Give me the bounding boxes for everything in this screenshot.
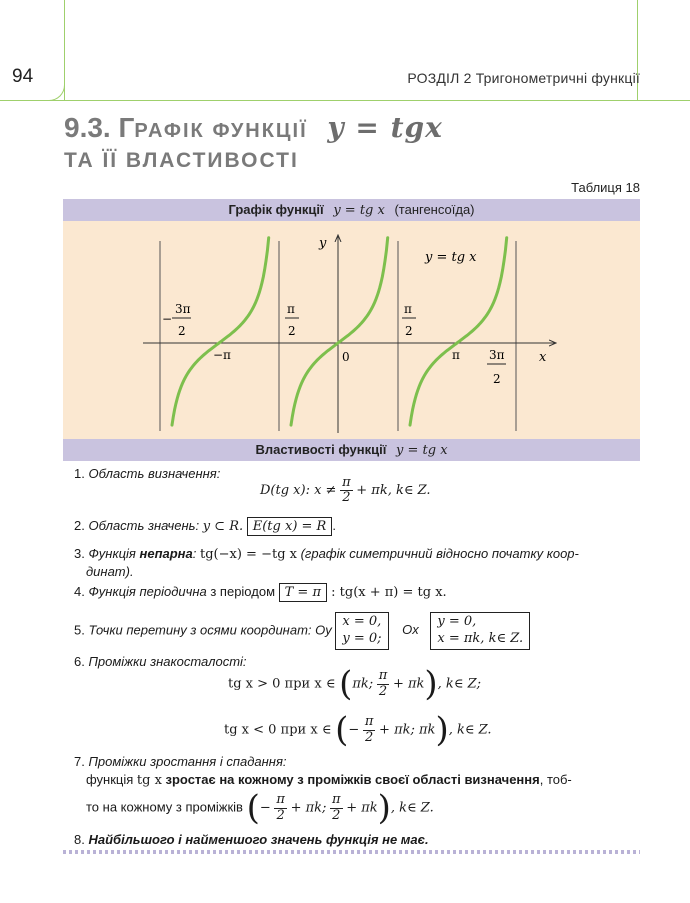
origin-label: 0 — [342, 350, 350, 364]
p7-frac2-num: π — [332, 792, 341, 808]
p6-pos-in-left: πk; — [352, 676, 374, 692]
property-6-positive — [228, 664, 481, 704]
p7-close-paren: ) — [377, 788, 391, 828]
graph-header-formula: y = tg x — [333, 203, 385, 218]
p7-frac2-den: 2 — [332, 807, 341, 823]
section-number: 9.3. — [64, 112, 111, 143]
graph-header-suffix: (тангенсоїда) — [394, 202, 475, 217]
property-1 — [74, 466, 220, 481]
p3-colon: : — [192, 546, 200, 561]
p4-text: Функція періодична — [88, 584, 207, 599]
p7-line1-formula: tg x — [136, 773, 162, 788]
p7-line2-a: то на кожному з проміжків — [86, 799, 243, 815]
p1-frac-den: 2 — [342, 490, 351, 506]
p5-oy-system — [335, 612, 388, 650]
label-3pi2-num: 3π — [489, 348, 505, 362]
label-neg-pi2-den: 2 — [288, 324, 296, 338]
p6-pos-open-paren: ( — [339, 664, 353, 704]
p6-pos-close-paren: ) — [424, 664, 438, 704]
label-pi: π — [452, 348, 460, 362]
title-word1-rest: РАФІК — [134, 120, 205, 142]
p7-text: Проміжки зростання і спадання: — [88, 754, 287, 769]
p5-ox-label: Ox — [402, 622, 419, 638]
p6-pos-in-right: + πk — [392, 676, 425, 692]
p4-label: 4. — [74, 584, 89, 599]
property-1-formula — [260, 476, 431, 506]
label-neg-3pi2-den: 2 — [178, 324, 186, 338]
tangent-graph-svg — [63, 221, 640, 439]
label-neg-pi2-num: π — [287, 302, 295, 316]
p3-bold: непарна — [139, 546, 193, 561]
p5-text: Точки перетину з осями координат: Oy — [88, 622, 332, 638]
p7-mid2: + πk — [346, 800, 378, 816]
property-6-negative — [224, 710, 492, 750]
p8-text: Найбільшого і найменшого значень функція не має. — [88, 832, 429, 847]
graph-header-band — [63, 199, 640, 221]
p7-end: , k∈ Z. — [390, 800, 434, 816]
p6-neg-close-paren: ) — [435, 710, 449, 750]
p6-neg-left: tg x < 0 при x ∈ — [224, 722, 332, 738]
p2-boxed-formula: E(tg x) = R — [247, 517, 333, 536]
p2-end: . — [332, 518, 336, 533]
p7-sign: − — [259, 800, 271, 816]
properties-header-band — [63, 439, 640, 461]
bottom-dotted-rule — [63, 850, 640, 854]
p5-ox-eq2: x = πk, k∈ Z. — [437, 630, 524, 646]
p3-note2: динат). — [86, 564, 134, 579]
property-5 — [74, 612, 530, 650]
p7-label: 7. — [74, 754, 89, 769]
p6-pos-frac-den: 2 — [378, 683, 388, 699]
p2-text: Область значень: — [88, 518, 200, 533]
title-word1-first: Г — [118, 112, 135, 143]
p5-ox-eq1: y = 0, — [437, 614, 477, 629]
label-3pi2-den: 2 — [493, 372, 501, 386]
p6-label: 6. — [74, 654, 89, 669]
p6-pos-end: , k∈ Z; — [437, 676, 481, 692]
property-7-line2 — [86, 788, 434, 828]
p3-text: Функція — [88, 546, 140, 561]
p5-label: 5. — [74, 622, 89, 638]
title-formula: y = tgx — [327, 111, 443, 144]
tangent-graph — [63, 221, 640, 439]
p6-pos-left: tg x > 0 при x ∈ — [228, 676, 336, 692]
p5-oy-eq2: y = 0; — [342, 630, 382, 646]
title-line2: ТА ЇЇ ВЛАСТИВОСТІ — [64, 149, 299, 172]
p7-mid: + πk; — [290, 800, 327, 816]
tangent-branch-3 — [410, 238, 507, 425]
tangent-branch-2 — [291, 238, 388, 425]
table-label: Таблиця 18 — [571, 180, 640, 195]
p7-frac1-num: π — [276, 792, 285, 808]
running-head: РОЗДІЛ 2 Тригонометричні функції — [407, 70, 640, 86]
p6-neg-end: , k∈ Z. — [448, 722, 492, 738]
p2-label: 2. — [74, 518, 89, 533]
p7-open-paren: ( — [246, 788, 260, 828]
curve-label: y = tg x — [425, 250, 477, 265]
page-number: 94 — [12, 66, 34, 87]
graph-header-prefix: Графік функції — [228, 202, 324, 217]
props-header-prefix: Властивості функції — [255, 442, 387, 457]
p7-frac1-den: 2 — [276, 807, 285, 823]
p6-neg-open-paren: ( — [335, 710, 349, 750]
p6-pos-frac-num: π — [378, 668, 388, 684]
p7-line1-b: зростає на кожному з проміжків своєї області визначення — [161, 772, 540, 787]
p3-label: 3. — [74, 546, 89, 561]
p5-ox-system — [430, 612, 530, 650]
p1-fraction — [340, 476, 353, 506]
p3-formula: tg(−x) = −tg x — [200, 547, 297, 562]
p7-line1-a: функція — [86, 772, 137, 787]
p1-formula-right: + πk, k∈ Z. — [356, 483, 431, 499]
x-axis-label: x — [539, 350, 547, 365]
p8-label: 8. — [74, 832, 89, 847]
label-neg-3pi2-num: 3π — [175, 302, 191, 316]
p3-note: (графік симетричний відносно початку коор- — [296, 546, 579, 561]
p2-formula: y ⊂ R. — [202, 519, 244, 534]
property-7-line1 — [86, 772, 572, 788]
p4-boxed-formula: T = π — [279, 583, 327, 602]
p6-neg-sign: − — [348, 722, 360, 738]
y-axis-label: y — [319, 236, 327, 251]
p4-formula: : tg(x + π) = tg x. — [327, 585, 447, 600]
title-word2: ФУНКЦІЇ — [212, 120, 308, 142]
property-7 — [74, 754, 287, 769]
section-title — [64, 111, 443, 172]
p1-formula-left: D(tg x): x ≠ — [260, 483, 337, 499]
p1-label: 1. — [74, 466, 89, 481]
tangent-branch-1 — [172, 238, 269, 425]
label-neg-3pi2-sign: − — [162, 312, 173, 326]
p6-pos-fraction — [377, 669, 390, 699]
p1-frac-num: π — [342, 475, 351, 490]
property-2 — [74, 518, 336, 534]
property-3 — [74, 546, 579, 562]
p6-neg-frac-den: 2 — [365, 729, 374, 745]
p4-text2: з періодом — [206, 584, 279, 599]
p7-fraction-2 — [330, 793, 343, 823]
label-pi2-den: 2 — [405, 324, 413, 338]
p7-line1-c: , тоб- — [539, 772, 572, 787]
p6-neg-fraction — [363, 715, 376, 745]
p7-fraction-1 — [274, 793, 287, 823]
label-pi2-num: π — [404, 302, 412, 316]
props-header-formula: y = tg x — [396, 443, 448, 458]
property-8 — [74, 832, 429, 847]
p6-neg-frac-num: π — [364, 714, 374, 730]
property-3-cont — [86, 564, 134, 579]
property-6 — [74, 654, 247, 669]
property-4 — [74, 584, 447, 600]
header-rule — [0, 100, 690, 101]
p5-oy-eq1: x = 0, — [342, 614, 382, 629]
frame-corner — [45, 60, 65, 101]
p6-text: Проміжки знакосталості: — [88, 654, 247, 669]
p6-neg-in-right: + πk; πk — [379, 722, 436, 738]
label-neg-pi: −π — [213, 348, 231, 362]
p1-text: Область визначення: — [88, 466, 221, 481]
